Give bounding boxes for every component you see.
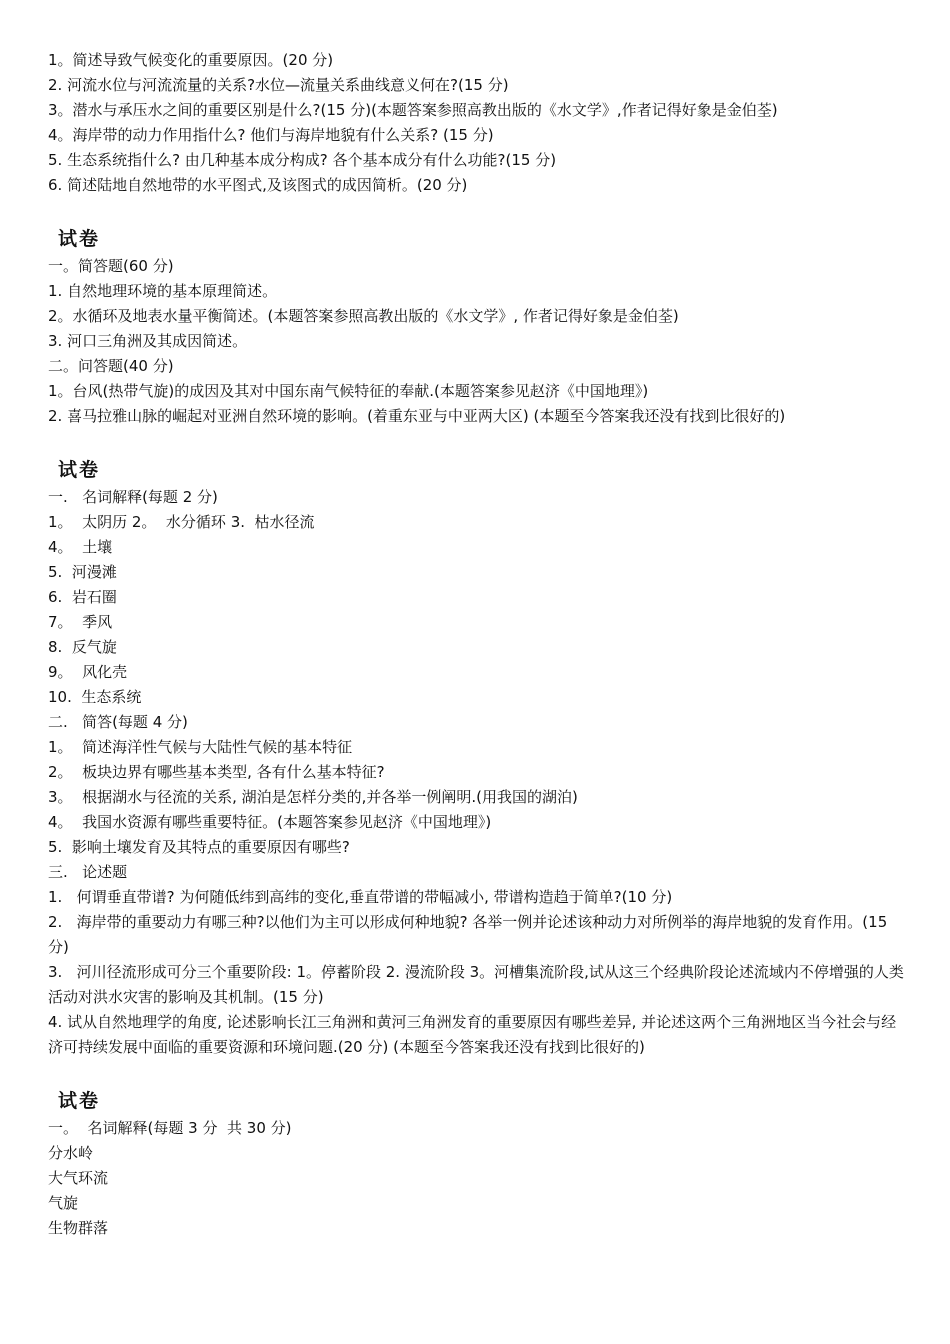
paper-title: 试卷 [58,228,101,250]
question-line: 1。台风(热带气旋)的成因及其对中国东南气候特征的奉献.(本题答案参见赵济《中国地理》) [48,382,649,400]
question-line: 3. 河川径流形成可分三个重要阶段: 1。停蓄阶段 2. 漫流阶段 3。河槽集流阶段,试从这三个经典阶段论述流域内不停增强的人类活动对洪水灾害的影响及其机制。(15 分) [48,963,904,1006]
question-line: 3。潜水与承压水之间的重要区别是什么?(15 分)(本题答案参照高教出版的《水文学》,作者记得好象是金伯荃) [48,101,778,119]
question-line: 一。简答题(60 分) [48,257,174,275]
question-line: 7。 季风 [48,613,113,631]
question-line: 2. 河流水位与河流流量的关系?水位—流量关系曲线意义何在?(15 分) [48,76,509,94]
question-line: 2. 喜马拉雅山脉的崛起对亚洲自然环境的影响。(着重东亚与中亚两大区) (本题至今答案我还没有找到比很好的) [48,407,786,425]
question-line: 2。 板块边界有哪些基本类型, 各有什么基本特征? [48,763,385,781]
question-line: 1。简述导致气候变化的重要原因。(20 分) [48,51,334,69]
question-line: 1. 自然地理环境的基本原理简述。 [48,282,278,300]
exam-paper-3 [48,457,908,1060]
question-line: 生物群落 [48,1219,109,1237]
question-line: 1。 简述海洋性气候与大陆性气候的基本特征 [48,738,353,756]
question-line: 9。 风化壳 [48,663,128,681]
document-page [48,48,908,1241]
question-line: 5. 影响土壤发育及其特点的重要原因有哪些? [48,838,350,856]
question-line: 4。海岸带的动力作用指什么? 他们与海岸地貌有什么关系? (15 分) [48,126,494,144]
question-line: 二. 简答(每题 4 分) [48,713,188,731]
question-line: 三. 论述题 [48,863,128,881]
question-line: 4. 试从自然地理学的角度, 论述影响长江三角洲和黄河三角洲发育的重要原因有哪些差异, 并论述这两个三角洲地区当今社会与经济可持续发展中面临的重要资源和环境问题.(20 分) (本题至今答案我还没有找到比很好的) [48,1013,897,1056]
question-line: 10. 生态系统 [48,688,142,706]
question-line: 8. 反气旋 [48,638,117,656]
question-line: 1。 太阴历 2。 水分循环 3. 枯水径流 [48,513,315,531]
paper-title: 试卷 [58,1090,101,1112]
question-line: 大气环流 [48,1169,109,1187]
question-line: 6. 岩石圈 [48,588,117,606]
question-line: 一。 名词解释(每题 3 分 共 30 分) [48,1119,292,1137]
question-line: 一. 名词解释(每题 2 分) [48,488,218,506]
question-line: 分水岭 [48,1144,94,1162]
question-line: 2。水循环及地表水量平衡简述。(本题答案参照高教出版的《水文学》, 作者记得好象是金伯荃) [48,307,679,325]
question-line: 4。 土壤 [48,538,113,556]
question-line: 1. 何谓垂直带谱? 为何随低纬到高纬的变化,垂直带谱的带幅减小, 带谱构造趋于简单?(10 分) [48,888,673,906]
exam-paper-2 [48,226,908,429]
paper-title: 试卷 [58,459,101,481]
exam-paper-4 [48,1088,908,1241]
question-line: 5. 河漫滩 [48,563,117,581]
question-line: 3. 河口三角洲及其成因简述。 [48,332,248,350]
question-line: 3。 根据湖水与径流的关系, 湖泊是怎样分类的,并各举一例阐明.(用我国的湖泊) [48,788,578,806]
question-line: 4。 我国水资源有哪些重要特征。(本题答案参见赵济《中国地理》) [48,813,492,831]
question-line: 气旋 [48,1194,79,1212]
question-line: 二。问答题(40 分) [48,357,174,375]
question-line: 6. 简述陆地自然地带的水平图式,及该图式的成因简析。(20 分) [48,176,468,194]
intro-questions [48,48,908,198]
question-line: 2. 海岸带的重要动力有哪三种?以他们为主可以形成何种地貌? 各举一例并论述该种动力对所例举的海岸地貌的发育作用。(15 分) [48,913,893,956]
question-line: 5. 生态系统指什么? 由几种基本成分构成? 各个基本成分有什么功能?(15 分) [48,151,557,169]
